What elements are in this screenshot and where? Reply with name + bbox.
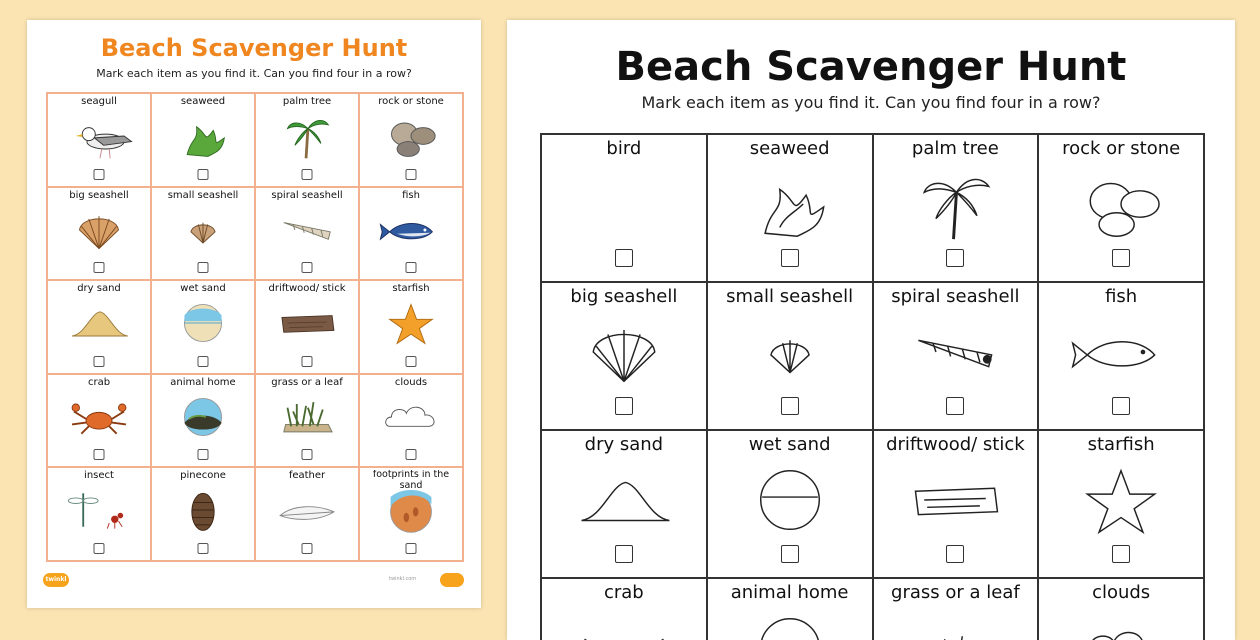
found-checkbox[interactable] (94, 449, 105, 460)
found-checkbox[interactable] (302, 543, 313, 554)
grid-cell-starfish (1038, 430, 1204, 578)
item-label: small seashell (167, 189, 239, 201)
grid-cell-clouds (1038, 578, 1204, 640)
grid-cell-driftwood-stick (255, 280, 359, 374)
item-label: crab (87, 376, 111, 388)
found-checkbox[interactable] (406, 262, 417, 273)
found-checkbox[interactable] (198, 543, 209, 554)
spiral-seashell-icon (272, 204, 342, 256)
twinkl-logo-icon: twinkl (43, 573, 69, 587)
item-label: insect (84, 470, 114, 482)
small-seashell-icon (168, 204, 238, 256)
found-checkbox[interactable] (198, 169, 209, 180)
insect-icon (64, 484, 134, 536)
found-checkbox[interactable] (406, 543, 417, 554)
big-seashell-icon (569, 311, 679, 393)
item-label: driftwood/ stick (886, 435, 1025, 455)
clouds-icon (1066, 607, 1176, 640)
grid-cell-grass-or-a-leaf (873, 578, 1039, 640)
item-label: palm tree (282, 96, 332, 107)
grid-cell-bird (541, 134, 707, 282)
grid-cell-pinecone (151, 467, 255, 561)
found-checkbox[interactable] (615, 545, 633, 563)
palm-tree-icon (900, 163, 1010, 245)
found-checkbox[interactable] (1112, 545, 1130, 563)
footer-url: twinkl.com (389, 576, 417, 582)
seaweed-icon (735, 163, 845, 245)
item-label: fish (1105, 287, 1138, 307)
found-checkbox[interactable] (406, 449, 417, 460)
worksheet-title: Beach Scavenger Hunt (100, 34, 408, 62)
item-label: grass or a leaf (271, 376, 343, 388)
item-label: wet sand (180, 283, 226, 295)
item-label: driftwood/ stick (268, 283, 346, 295)
found-checkbox[interactable] (946, 249, 964, 267)
animal-home-icon (168, 391, 238, 443)
found-checkbox[interactable] (781, 397, 799, 415)
scavenger-grid-color (46, 92, 464, 562)
item-label: seaweed (180, 96, 226, 107)
item-label: feather (288, 470, 326, 482)
item-label: starfish (392, 283, 430, 295)
item-label: spiral seashell (271, 189, 343, 201)
grid-cell-starfish (359, 280, 463, 374)
seagull-icon (64, 110, 134, 162)
rocks-icon (1066, 163, 1176, 245)
grid-cell-insect (47, 467, 151, 561)
palm-tree-icon (272, 110, 342, 162)
found-checkbox[interactable] (781, 545, 799, 563)
found-checkbox[interactable] (302, 169, 313, 180)
spiral-seashell-icon (900, 311, 1010, 393)
grid-cell-seagull (47, 93, 151, 187)
grass-icon (272, 391, 342, 443)
found-checkbox[interactable] (94, 356, 105, 367)
found-checkbox[interactable] (302, 262, 313, 273)
grid-cell-small-seashell (151, 187, 255, 281)
found-checkbox[interactable] (781, 249, 799, 267)
item-label: bird (606, 139, 642, 159)
feather-icon (272, 484, 342, 536)
wet-sand-icon (735, 459, 845, 541)
item-label: rock or stone (1062, 139, 1181, 159)
grid-cell-wet-sand (151, 280, 255, 374)
grid-cell-crab (541, 578, 707, 640)
item-label: crab (603, 583, 644, 603)
found-checkbox[interactable] (1112, 397, 1130, 415)
item-label: rock or stone (378, 96, 444, 107)
grid-cell-big-seashell (47, 187, 151, 281)
starfish-icon (1066, 459, 1176, 541)
found-checkbox[interactable] (302, 356, 313, 367)
small-seashell-icon (735, 311, 845, 393)
found-checkbox[interactable] (406, 169, 417, 180)
item-label: fish (402, 189, 420, 201)
item-label: seaweed (749, 139, 830, 159)
found-checkbox[interactable] (198, 262, 209, 273)
seaweed-icon (168, 110, 238, 162)
item-label: big seashell (69, 189, 129, 201)
driftwood-icon (272, 297, 342, 349)
grid-cell-fish (359, 187, 463, 281)
grid-cell-fish (1038, 282, 1204, 430)
starfish-icon (376, 297, 446, 349)
item-label: pinecone (180, 470, 226, 482)
grid-cell-animal-home (707, 578, 873, 640)
grid-cell-animal-home (151, 374, 255, 468)
driftwood-icon (900, 459, 1010, 541)
grid-cell-seaweed (151, 93, 255, 187)
found-checkbox[interactable] (1112, 249, 1130, 267)
animal-home-icon (735, 607, 845, 640)
grid-cell-spiral-seashell (255, 187, 359, 281)
grid-cell-palm-tree (255, 93, 359, 187)
grid-cell-grass-or-a-leaf (255, 374, 359, 468)
item-label: spiral seashell (891, 287, 1020, 307)
item-label: clouds (1092, 583, 1151, 603)
grid-cell-dry-sand (47, 280, 151, 374)
item-label: grass or a leaf (891, 583, 1020, 603)
item-label: palm tree (911, 139, 999, 159)
item-label: animal home (170, 376, 236, 388)
found-checkbox[interactable] (94, 169, 105, 180)
item-label: dry sand (77, 283, 121, 295)
grid-cell-driftwood-stick (873, 430, 1039, 578)
found-checkbox[interactable] (615, 397, 633, 415)
grid-cell-seaweed (707, 134, 873, 282)
found-checkbox[interactable] (198, 356, 209, 367)
footprints-icon (376, 484, 446, 536)
item-label: animal home (730, 583, 849, 603)
wet-sand-icon (168, 297, 238, 349)
grid-cell-wet-sand (707, 430, 873, 578)
clouds-icon (376, 391, 446, 443)
item-label: small seashell (726, 287, 854, 307)
grid-cell-dry-sand (541, 430, 707, 578)
bw-worksheet (507, 20, 1235, 640)
scavenger-grid-bw (540, 133, 1205, 640)
grid-cell-rock-or-stone (1038, 134, 1204, 282)
crab-icon (569, 607, 679, 640)
worksheet-instructions: Mark each item as you find it. Can you find four in a row? (641, 93, 1101, 112)
grid-cell-palm-tree (873, 134, 1039, 282)
found-checkbox[interactable] (406, 356, 417, 367)
rocks-icon (376, 110, 446, 162)
worksheet-instructions: Mark each item as you find it. Can you find four in a row? (96, 67, 412, 80)
grid-cell-clouds (359, 374, 463, 468)
twinkl-badge-icon (440, 573, 464, 587)
grid-cell-feather (255, 467, 359, 561)
pinecone-icon (168, 484, 238, 536)
dry-sand-icon (64, 297, 134, 349)
found-checkbox[interactable] (198, 449, 209, 460)
item-label: starfish (1087, 435, 1155, 455)
item-label: wet sand (748, 435, 831, 455)
found-checkbox[interactable] (302, 449, 313, 460)
item-label: footprints in the sand (372, 470, 450, 491)
found-checkbox[interactable] (946, 545, 964, 563)
grid-cell-rock-or-stone (359, 93, 463, 187)
found-checkbox[interactable] (94, 543, 105, 554)
grid-cell-big-seashell (541, 282, 707, 430)
crab-icon (64, 391, 134, 443)
grid-cell-small-seashell (707, 282, 873, 430)
fish-icon (1066, 311, 1176, 393)
item-label: seagull (81, 96, 117, 107)
bird-icon (569, 163, 679, 245)
grass-icon (900, 607, 1010, 640)
grid-cell-footprints-in-the-sand (359, 467, 463, 561)
item-label: dry sand (584, 435, 664, 455)
grid-cell-crab (47, 374, 151, 468)
worksheet-title: Beach Scavenger Hunt (615, 44, 1127, 90)
color-worksheet (27, 20, 481, 608)
big-seashell-icon (64, 204, 134, 256)
fish-icon (376, 204, 446, 256)
found-checkbox[interactable] (615, 249, 633, 267)
grid-cell-spiral-seashell (873, 282, 1039, 430)
found-checkbox[interactable] (94, 262, 105, 273)
dry-sand-icon (569, 459, 679, 541)
item-label: big seashell (570, 287, 678, 307)
found-checkbox[interactable] (946, 397, 964, 415)
item-label: clouds (394, 376, 428, 388)
